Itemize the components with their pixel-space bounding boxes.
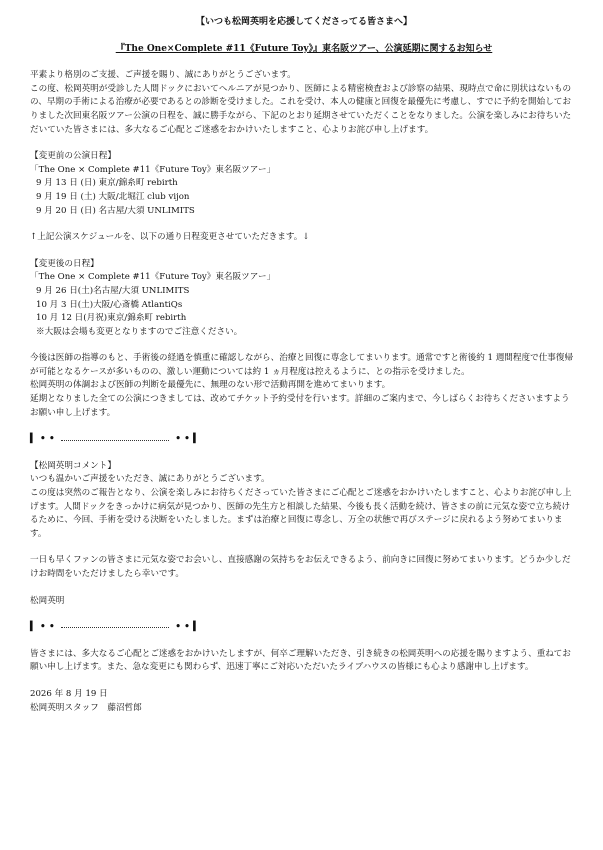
after-date-2: 10 月 3 日(土)大阪/心斎橋 AtlantiQs xyxy=(36,299,183,310)
comment-signature: 松岡英明 xyxy=(30,595,65,606)
comment-closing: 一日も早くファンの皆さまに元気な姿でお会いし、直接感謝の気持ちをお伝えできるよう、前向きに回復に努めてまいります。どうか少しだけお時間をいただけましたら幸いです。 xyxy=(30,555,571,579)
divider-dotted-line xyxy=(61,440,170,441)
section-divider-2 xyxy=(30,621,200,635)
after-venue-note: ※大阪は会場も変更となりますのでご注意ください。 xyxy=(36,326,243,337)
section-divider-1 xyxy=(30,433,200,447)
after-date-3: 10 月 12 日(月祝)東京/錦糸町 rebirth xyxy=(36,313,187,324)
final-message: 皆さまには、多大なるご心配とご迷惑をおかけいたしますが、何卒ご理解いただき、引き続きの松岡英明への応援を賜りますよう、重ねてお願い申し上げます。また、急な変更にも関わらず、迅速丁寧にご対応いただいたライブハウスの皆様にも心より感謝申し上げます。 xyxy=(30,648,571,673)
footer xyxy=(30,688,578,715)
before-tour-name: 「The One × Complete #11《Future Toy》東名阪ツアー」 xyxy=(30,164,276,175)
divider-right-mark: • • ▍ xyxy=(175,622,200,633)
before-schedule xyxy=(30,150,578,218)
after-heading: 【変更後の日程】 xyxy=(30,258,99,269)
before-date-2: 9 月 19 日 (土) 大阪/北堀江 club vijon xyxy=(36,191,190,202)
before-date-1: 9 月 13 日 (日) 東京/錦糸町 rebirth xyxy=(36,178,178,189)
intro-line-1: 平素より格別のご支援、ご声援を賜り、誠にありがとうございます。 xyxy=(30,70,296,81)
followup-paragraph-2: 松岡英明の体調および医師の判断を最優先に、無理のない形で活動再開を進めてまいります。 xyxy=(30,380,391,391)
footer-staff: 松岡英明スタッフ 藤沼哲郎 xyxy=(30,702,142,713)
after-tour-name: 「The One × Complete #11《Future Toy》東名阪ツアー」 xyxy=(30,272,276,283)
comment-paragraph-1: いつも温かいご声援をいただき、誠にありがとうございます。 xyxy=(30,474,270,485)
transition-note: ↑上記公演スケジュールを、以下の通り日程変更させていただきます。↓ xyxy=(30,232,310,243)
intro-paragraph: この度、松岡英明が受診した人間ドックにおいてヘルニアが見つかり、医師による精密検査および診察の結果、現時点で命に別状はないものの、早期の手術による治療が必要であるとの診断を受けました。これを受け、本人の健康と回復を最優先に考慮し、すでに予約を開始しておりました次回東名阪ツアー公演の日程を、誠に勝手ながら、下記のとおり延期させていただくことをなりました。公演を楽しみにお待ちいただいていた皆さまには、多大なるご心配とご迷惑をおかけいたしますこと、心よりお詫び申し上げます。 xyxy=(30,83,572,135)
announcement-title: 『The One×Complete #11《Future Toy》』東名阪ツアー、公演延期に関するお知らせ xyxy=(115,43,493,54)
after-schedule xyxy=(30,258,578,340)
before-heading: 【変更前の公演日程】 xyxy=(30,151,116,162)
followup-paragraph-3: 延期となりました全ての公演につきましては、改めてチケット予約受付を行います。詳細のご案内まで、今しばらくお待ちくださいますようお願い申し上げます。 xyxy=(30,394,570,418)
comment-heading: 【松岡英明コメント】 xyxy=(30,460,116,471)
footer-date: 2026 年 8 月 19 日 xyxy=(30,688,108,699)
followup-paragraph-1: 今後は医師の指導のもと、手術後の経過を慎重に確認しながら、治療と回復に専念してまいります。通常ですと術後約 1 週間程度で仕事復帰が可能となるケースが多いものの、激しい運動については約 1 ヵ月程度は控えるように、との指示を受けました。 xyxy=(30,353,574,377)
divider-left-mark: ▍ • • xyxy=(30,622,55,633)
divider-dotted-line xyxy=(61,627,170,628)
comment-section xyxy=(30,460,578,542)
divider-left-mark: ▍ • • xyxy=(30,434,55,445)
intro-section xyxy=(30,69,578,137)
comment-paragraph-2: この度は突然のご報告となり、公演を楽しみにお待ちくださっていた皆さまにご心配とご迷惑をおかけいたしますこと、心よりお詫び申し上げます。人間ドックをきっかけに病気が見つかり、医師の先生方と相談した結果、今後も長く活動を続け、皆さまの前に元気な姿で立ち続けるために、今回、手術を受ける決断をいたしました。まずは治療と回復に専念し、万全の状態で再びステージに戻れるよう努めてまいります。 xyxy=(30,488,572,539)
before-date-3: 9 月 20 日 (日) 名古屋/大須 UNLIMITS xyxy=(36,205,195,216)
after-date-1: 9 月 26 日(土)名古屋/大須 UNLIMITS xyxy=(36,285,190,296)
announcement-document xyxy=(30,14,578,715)
divider-right-mark: • • ▍ xyxy=(175,434,200,445)
followup-section xyxy=(30,352,578,420)
announcement-title-wrap xyxy=(30,43,578,57)
greeting-heading: 【いつも松岡英明を応援してくださってる皆さまへ】 xyxy=(195,17,412,27)
